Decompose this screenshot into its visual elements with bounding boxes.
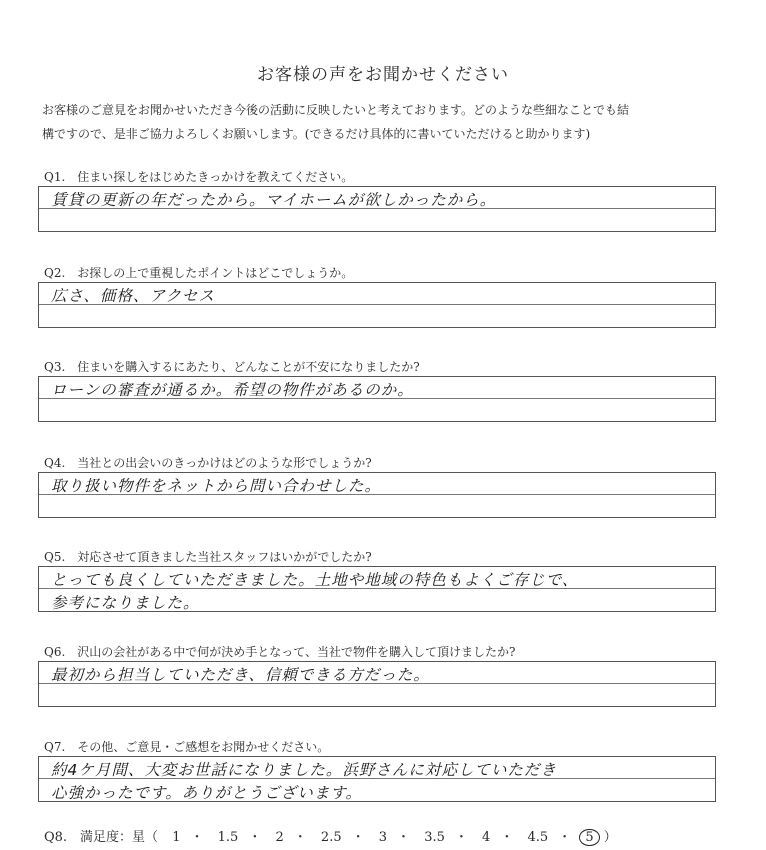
question-8-label: Q8. 満足度：星（ [44,830,159,845]
intro-line-1: お客様のご意見をお聞かせいただき今後の活動に反映したいと考えております。どのような些細なことでも結 [42,103,630,117]
question-8-close: ） [603,830,617,845]
rating-option: 3 [378,830,388,845]
form-title: お客様の声をお聞かせください [257,65,509,85]
answer-6-line-1: 最初から担当していただき、信頼できる方だった。 [51,666,430,684]
answer-box-5 [38,566,716,612]
satisfaction-rating: Q8. 満足度：星（ 1 ・ 1.5 ・ 2 ・ 2.5 ・ 3 ・ 3.5 ・ 4 ・ 4.5 ・ 5 ） [44,830,617,845]
rating-option: 1.5 [217,830,239,845]
rating-option: 4.5 [527,830,549,845]
answer-box-3 [38,376,716,422]
rating-selected-circle: 5 [579,829,599,846]
question-3-label: Q3. 住まいを購入するにあたり、どんなことが不安になりましたか? [44,360,420,374]
answer-5-line-1: とっても良くしていただきました。土地や地域の特色もよくご存じで、 [51,571,579,589]
question-5-label: Q5. 対応させて頂きました当社スタッフはいかがでしたか? [44,550,372,564]
intro-line-2: 構ですので、是非ご協力よろしくお願いします。(できるだけ具体的に書いていただけると助かります) [42,127,591,141]
rating-option: 3.5 [424,830,445,845]
question-1-label: Q1. 住まい探しをはじめたきっかけを教えてください。 [44,170,354,184]
answer-box-1 [38,186,716,232]
question-2-label: Q2. お探しの上で重視したポイントはどこでしょうか。 [44,266,354,280]
answer-box-4 [38,472,716,518]
answer-4-line-1: 取り扱い物件をネットから問い合わせした。 [51,477,382,495]
answer-2-line-1: 広さ、価格、アクセス [51,287,215,305]
rating-option: 4 [482,830,491,845]
question-7-label: Q7. その他、ご意見・ご感想をお聞かせください。 [44,740,330,754]
intro-text [42,98,732,146]
rating-option: 1 [172,830,181,845]
rating-option: 2 [275,830,284,845]
question-4-label: Q4. 当社との出会いのきっかけはどのような形でしょうか? [44,456,372,470]
rating-option: 2.5 [320,830,342,845]
answer-1-line-1: 賃貸の更新の年だったから。マイホームが欲しかったから。 [51,191,497,209]
answer-5-line-2: 参考になりました。 [51,594,200,612]
answer-box-2 [38,282,716,328]
answer-box-6 [38,661,716,707]
question-6-label: Q6. 沢山の会社がある中で何が決め手となって、当社で物件を購入して頂けましたか? [44,645,516,659]
answer-7-line-1: 約4ケ月間、大変お世話になりました。浜野さんに対応していただき [51,761,557,779]
answer-3-line-1: ローンの審査が通るか。希望の物件があるのか。 [51,381,414,399]
answer-box-7 [38,756,716,802]
answer-7-line-2: 心強かったです。ありがとうございます。 [51,784,363,802]
